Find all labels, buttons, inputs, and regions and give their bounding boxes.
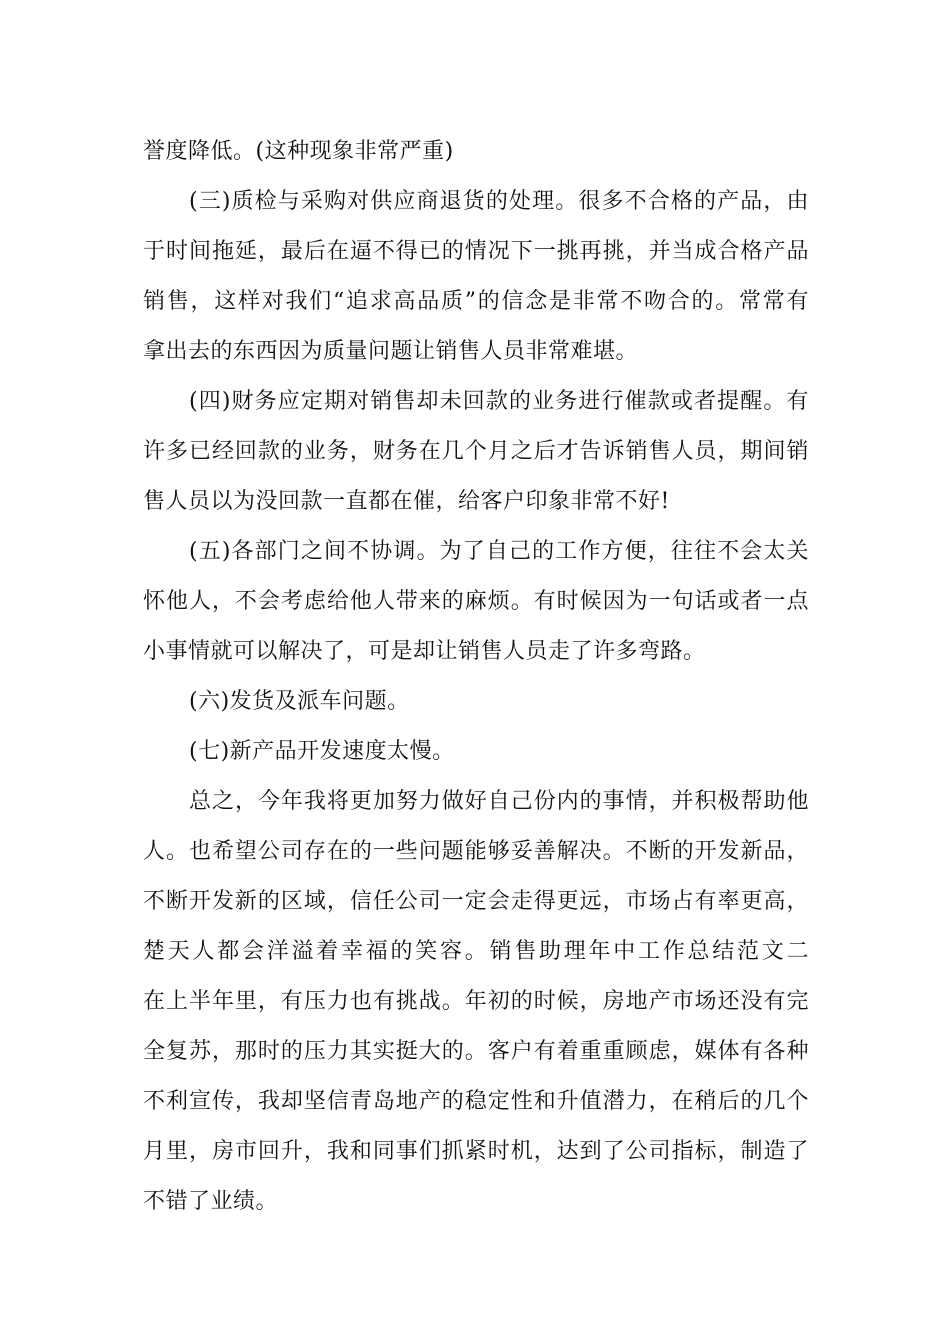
- text-line: (七)新产品开发速度太慢。: [189, 739, 455, 764]
- text-line: 全复苏，那时的压力其实挺大的。客户有着重重顾虑，媒体有各种: [143, 1039, 809, 1064]
- document-body: [143, 127, 809, 1227]
- text-line: 在上半年里，有压力也有挑战。年初的时候，房地产市场还没有完: [143, 989, 809, 1014]
- text-line: 月里，房市回升，我和同事们抓紧时机，达到了公司指标，制造了: [143, 1139, 809, 1164]
- text-line: 小事情就可以解决了，可是却让销售人员走了许多弯路。: [143, 639, 706, 664]
- text-line: 怀他人，不会考虑给他人带来的麻烦。有时候因为一句话或者一点: [143, 589, 809, 614]
- text-line: 销售，这样对我们“追求高品质”的信念是非常不吻合的。常常有: [143, 289, 809, 314]
- text-line: 人。也希望公司存在的一些问题能够妥善解决。不断的开发新品，: [143, 839, 809, 864]
- text-line: (四)财务应定期对销售却未回款的业务进行催款或者提醒。有: [189, 389, 809, 414]
- text-line: 总之，今年我将更加努力做好自己份内的事情，并积极帮助他: [189, 789, 809, 814]
- text-line: 许多已经回款的业务，财务在几个月之后才告诉销售人员，期间销: [143, 439, 809, 464]
- text-line: 拿出去的东西因为质量问题让销售人员非常难堪。: [143, 339, 639, 364]
- text-line: 不断开发新的区域，信任公司一定会走得更远，市场占有率更高，: [143, 889, 809, 914]
- text-line: 誉度降低。(这种现象非常严重): [143, 139, 454, 164]
- text-line: (五)各部门之间不协调。为了自己的工作方便，往往不会太关: [189, 539, 809, 564]
- text-line: 不利宣传，我却坚信青岛地产的稳定性和升值潜力，在稍后的几个: [143, 1089, 809, 1114]
- text-line: 楚天人都会洋溢着幸福的笑容。销售助理年中工作总结范文二: [143, 939, 809, 964]
- text-line: 于时间拖延，最后在逼不得已的情况下一挑再挑，并当成合格产品: [143, 239, 809, 264]
- text-line: 不错了业绩。: [143, 1189, 279, 1214]
- text-line: (六)发货及派车问题。: [189, 689, 410, 714]
- text-line: 售人员以为没回款一直都在催，给客户印象非常不好!: [143, 489, 670, 514]
- text-line: (三)质检与采购对供应商退货的处理。很多不合格的产品，由: [189, 189, 809, 214]
